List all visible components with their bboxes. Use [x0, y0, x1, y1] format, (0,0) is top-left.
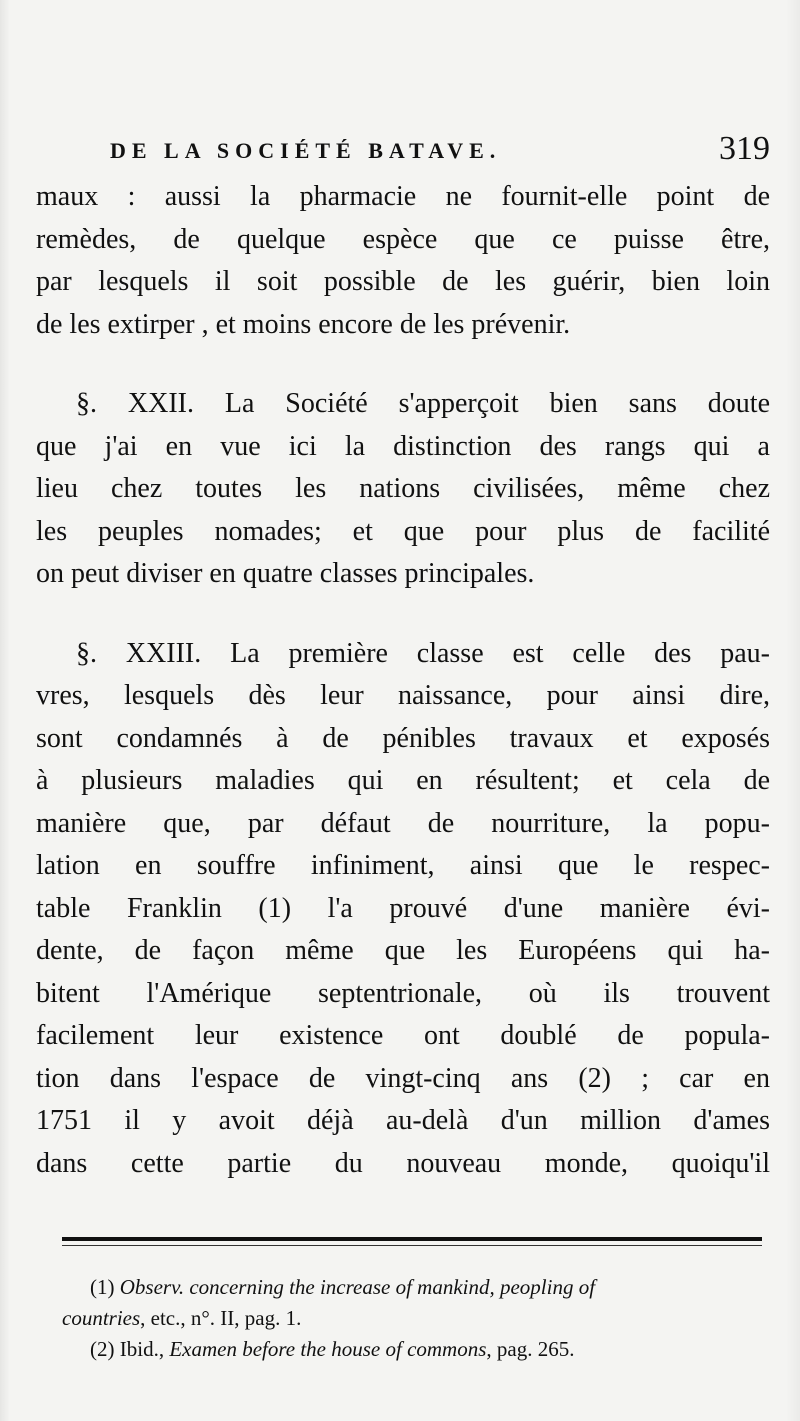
- text-line: dans cette partie du nouveau monde, quoiqu'il: [36, 1147, 770, 1179]
- footnote-1-cont: [62, 1303, 766, 1334]
- footnote-rule: [62, 1237, 762, 1241]
- footnote-2-number: (2): [90, 1337, 115, 1361]
- running-title: DE LA SOCIÉTÉ BATAVE.: [110, 138, 502, 163]
- footnote-1-number: (1): [90, 1275, 115, 1299]
- paragraph-gap: [36, 596, 770, 633]
- text-line: table Franklin (1) l'a prouvé d'une manière évi-: [36, 892, 770, 924]
- text-line: dente, de façon même que les Européens qui ha-: [36, 935, 770, 966]
- paragraph-1: [36, 176, 770, 346]
- paragraph-3: [36, 633, 770, 1186]
- footnote-1: [62, 1272, 766, 1303]
- text-line: tion dans l'espace de vingt-cinq ans (2) ; car en: [36, 1062, 770, 1094]
- text-line: manière que, par défaut de nourriture, la popu-: [36, 807, 770, 839]
- text-line: par lesquels il soit possible de les guérir, bien loin: [36, 266, 770, 297]
- running-head: [110, 128, 770, 172]
- footnote-1-rest: , etc., n°. II, pag. 1.: [140, 1306, 302, 1330]
- text-line: §. XXIII. La première classe est celle des pau-: [76, 637, 770, 669]
- footnote-2-rest: , pag. 265.: [486, 1337, 575, 1361]
- text-line: 1751 il y avoit déjà au-delà d'un million d'ames: [36, 1105, 770, 1136]
- text-line: les peuples nomades; et que pour plus de facilité: [36, 515, 770, 547]
- text-line: à plusieurs maladies qui en résultent; et cela de: [36, 765, 770, 796]
- footnote-1-title: Observ. concerning the increase of mankind, peopling of: [119, 1275, 596, 1299]
- body-text: [36, 176, 770, 1185]
- text-line: lieu chez toutes les nations civilisées, même chez: [36, 473, 770, 504]
- text-line: facilement leur existence ont doublé de popula-: [36, 1020, 770, 1051]
- paragraph-gap: [36, 346, 770, 383]
- text-line: §. XXII. La Société s'apperçoit bien sans doute: [76, 388, 770, 419]
- text-line: vres, lesquels dès leur naissance, pour ainsi dire,: [36, 680, 770, 711]
- page-number: 319: [719, 130, 770, 167]
- text-line: bitent l'Amérique septentrionale, où ils trouvent: [36, 977, 770, 1009]
- text-line: que j'ai en vue ici la distinction des rangs qui a: [36, 430, 770, 462]
- text-line: remèdes, de quelque espèce que ce puisse être,: [36, 223, 770, 255]
- footnote-2: [62, 1334, 766, 1365]
- footnote-rule-thin: [62, 1245, 762, 1246]
- footnote-1-title-cont: countries: [62, 1306, 141, 1330]
- text-line: lation en souffre infiniment, ainsi que le respec-: [36, 850, 770, 881]
- text-line: on peut diviser en quatre classes principales.: [36, 558, 535, 589]
- text-line: sont condamnés à de pénibles travaux et exposés: [36, 722, 770, 754]
- text-line: de les extirper , et moins encore de les prévenir.: [36, 308, 571, 340]
- footnote-2-title: Examen before the house of commons: [169, 1337, 487, 1361]
- footnote-2-ibid: Ibid.,: [119, 1337, 165, 1361]
- footnotes: [62, 1272, 766, 1365]
- paragraph-2: [36, 383, 770, 596]
- text-line: maux : aussi la pharmacie ne fournit-elle point de: [36, 181, 770, 212]
